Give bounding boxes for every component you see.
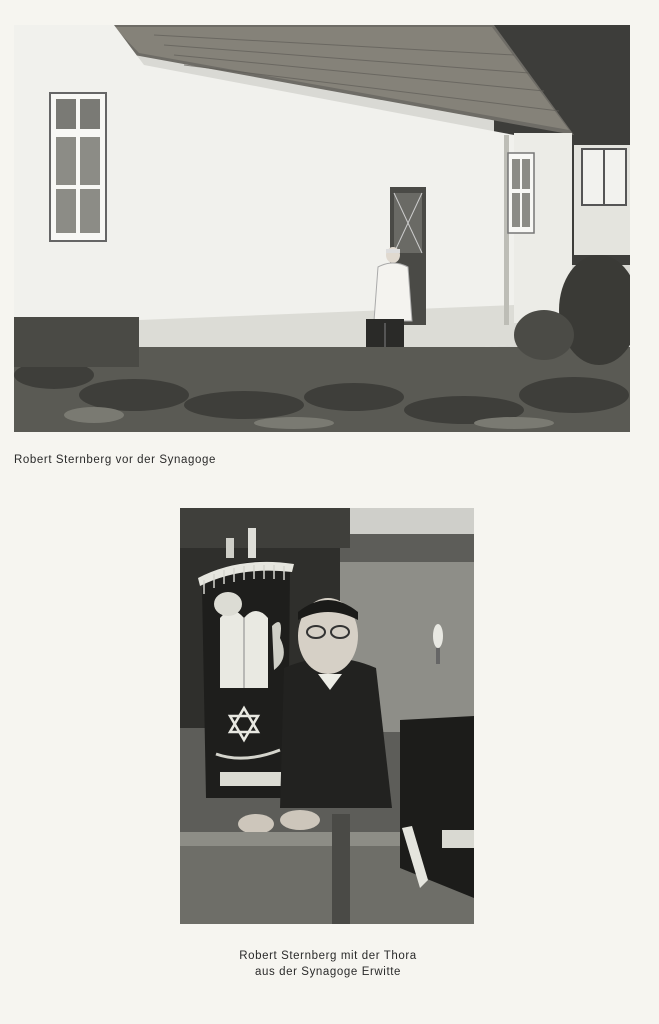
caption-line: Robert Sternberg vor der Synagoge [14,454,216,466]
caption-line: aus der Synagoge Erwitte [254,966,402,978]
torah-portrait-photo [180,508,474,924]
photo-caption-2 [150,948,506,980]
torah-portrait-illustration [180,508,474,924]
synagogue-exterior-photo [14,25,630,432]
photo-caption-1 [14,452,216,468]
synagogue-exterior-illustration [14,25,630,432]
caption-line: Robert Sternberg mit der Thora [239,950,417,962]
